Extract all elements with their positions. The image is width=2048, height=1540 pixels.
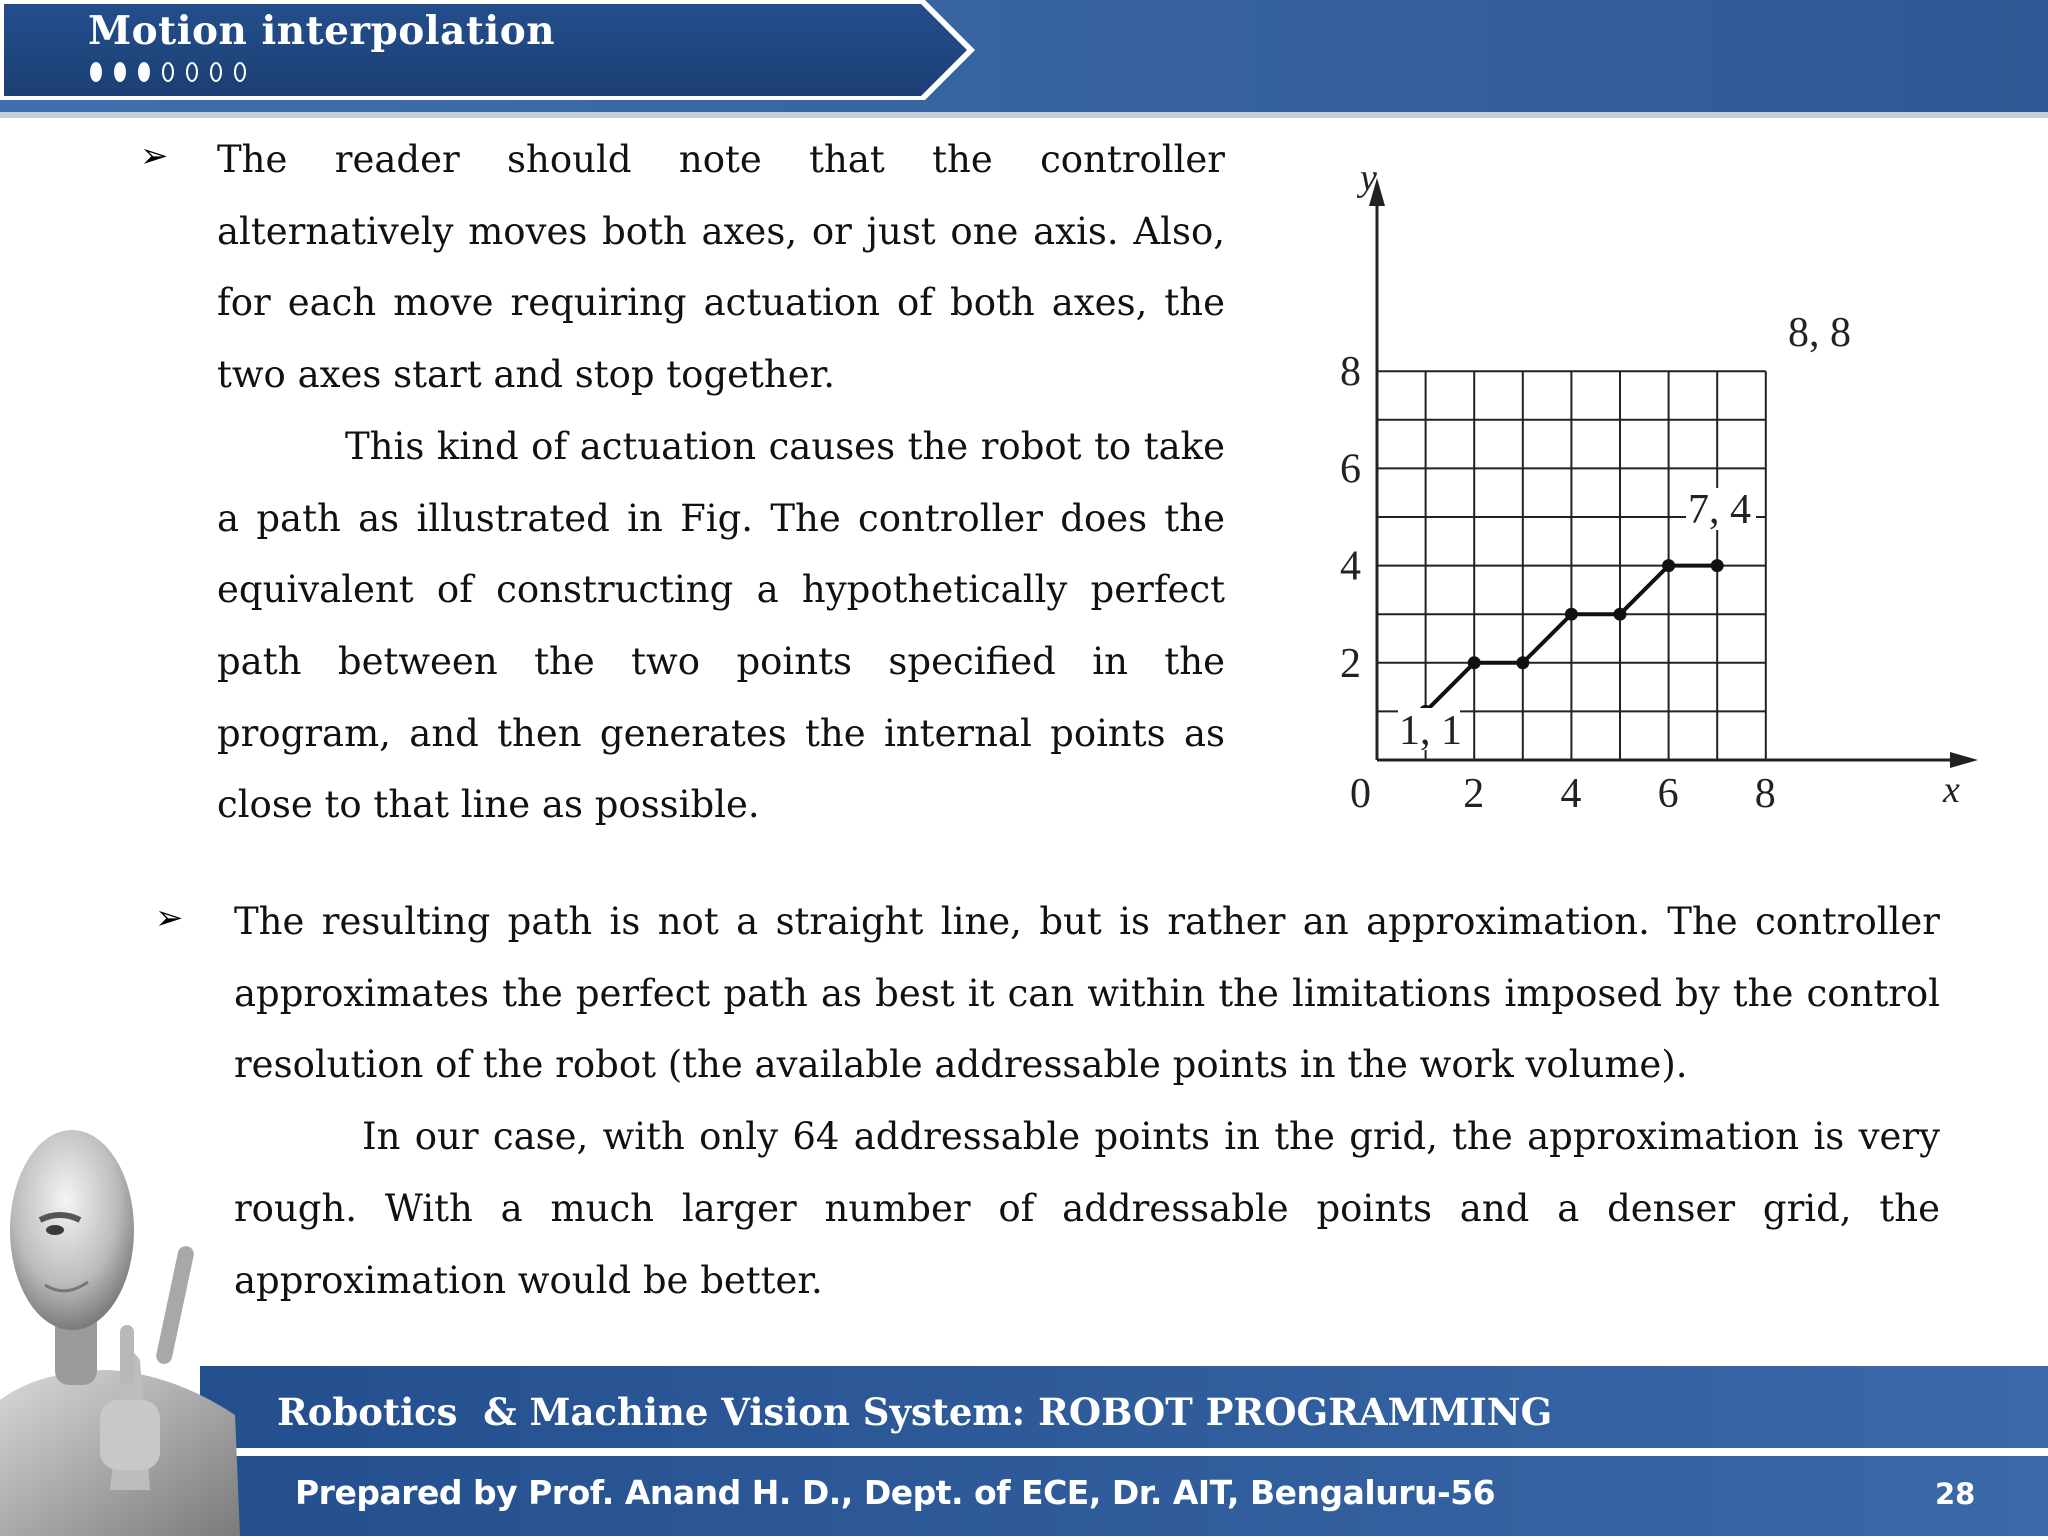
bullet-arrow-icon: ➢ — [140, 136, 169, 176]
bullet-2-paragraph-1: The resulting path is not a straight line, but is rather an approximation. The controller approximates the perfect path as best it can within the limitations imposed by the control resolution of the robot (the available addressable points in the work volume). — [234, 900, 1940, 1087]
path-figure — [1310, 150, 1990, 830]
path-point — [1468, 656, 1481, 669]
progress-dot — [138, 62, 150, 82]
end-point-label: 7, 4 — [1688, 487, 1751, 533]
start-point-label: 1, 1 — [1399, 708, 1462, 754]
path-point — [1662, 559, 1675, 572]
progress-dot — [186, 62, 198, 82]
y-tick-label: 4 — [1340, 543, 1361, 590]
y-axis-label: y — [1360, 157, 1377, 199]
path-point — [1711, 559, 1724, 572]
origin-label: 0 — [1350, 771, 1371, 817]
bullet-2-text — [234, 886, 1940, 1316]
slide-title: Motion interpolation — [88, 8, 556, 54]
prepared-by-text: Prepared by Prof. Anand H. D., Dept. of ECE, Dr. AIT, Bengaluru-56 — [295, 1473, 1496, 1512]
bullet-2-paragraph-2: In our case, with only 64 addressable points in the grid, the approximation is very rough. With a much larger number of addressable points and a denser grid, the approximation would be better. — [234, 1115, 1940, 1302]
x-tick-label: 6 — [1657, 771, 1679, 817]
bullet-arrow-icon: ➢ — [155, 898, 184, 938]
y-tick-label: 8 — [1340, 349, 1361, 396]
bullet-1-paragraph-2: This kind of actuation causes the robot to take a path as illustrated in Fig. The controller does the equivalent of constructing a hypothetically perfect path between the two points specified in the program, and then generates the internal points as close to that line as possible. — [217, 424, 1225, 827]
x-axis-arrow-icon — [1950, 752, 1978, 768]
progress-dot — [162, 62, 174, 82]
point-labels — [1398, 310, 1851, 754]
path-point — [1565, 608, 1578, 621]
bullet-1-paragraph-1: The reader should note that the controller alternatively moves both axes, or just one axis. Also, for each move requiring actuation of both axes, the two axes start and stop together. — [217, 138, 1225, 397]
course-title: Robotics & Machine Vision System: ROBOT PROGRAMMING — [277, 1390, 1553, 1434]
path-point — [1516, 656, 1529, 669]
x-tick-label: 2 — [1463, 771, 1485, 817]
corner-point-label: 8, 8 — [1788, 310, 1851, 356]
y-tick-label: 6 — [1340, 446, 1361, 493]
y-tick-label: 2 — [1340, 640, 1361, 687]
x-tick-label: 4 — [1560, 771, 1582, 817]
path-grid-diagram — [1310, 150, 1990, 830]
robot-illustration — [0, 1070, 240, 1536]
path-point — [1614, 608, 1627, 621]
x-tick-label: 8 — [1754, 771, 1776, 817]
page-number: 28 — [1935, 1477, 1976, 1511]
progress-dot — [210, 62, 222, 82]
header-bar — [0, 0, 2048, 118]
bullet-1-text — [217, 124, 1225, 841]
x-axis-label: x — [1943, 769, 1960, 811]
slide-progress-dots — [90, 62, 246, 82]
progress-dot — [234, 62, 246, 82]
progress-dot — [114, 62, 126, 82]
progress-dot — [90, 62, 102, 82]
